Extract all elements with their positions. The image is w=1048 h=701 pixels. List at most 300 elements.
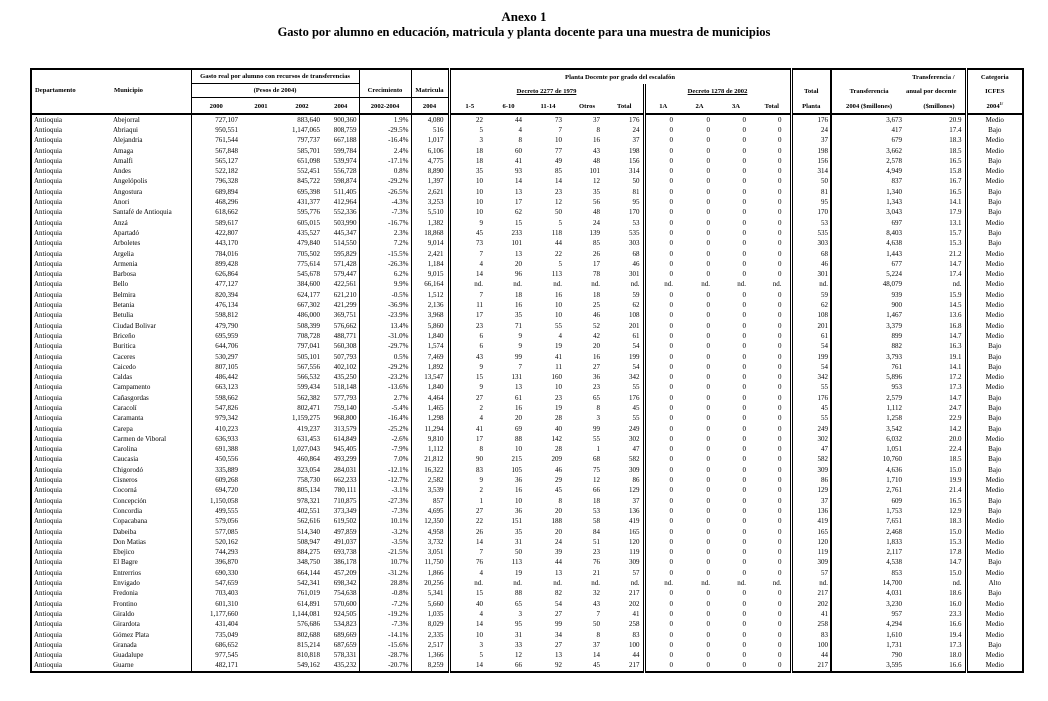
table-cell: 576,662 (333, 321, 357, 330)
table-cell: 1,343 (831, 197, 906, 207)
table-cell: 0 (778, 599, 782, 608)
table-cell: 23 (555, 393, 563, 402)
table-cell: 9 (449, 362, 489, 372)
table-cell: Arboletes (113, 239, 141, 248)
table-cell: 43 (593, 599, 601, 608)
spacer-total-planta (791, 69, 831, 84)
table-cell: 0 (706, 640, 711, 649)
table-cell: 120 (629, 537, 640, 546)
table-cell: 664,144 (297, 568, 320, 577)
table-cell: 36 (593, 373, 601, 382)
table-cell: 618,662 (191, 207, 241, 217)
table-cell: 0 (706, 249, 711, 258)
table-cell: 0 (742, 465, 747, 474)
table-cell: Antioquia (34, 249, 62, 258)
table-cell: 40 (449, 599, 489, 609)
table-cell: 7 (449, 547, 489, 557)
table-cell: 0 (644, 362, 681, 372)
table-cell: 101 (589, 167, 601, 176)
table-cell: -12.7% (359, 475, 411, 485)
table-cell: 0 (778, 270, 782, 279)
table-cell: 217 (629, 661, 640, 670)
table-cell: 12 (515, 651, 523, 660)
table-cell: Antioquia (34, 404, 62, 412)
table-cell: El Bagre (113, 558, 138, 567)
table-cell: 0 (644, 506, 681, 516)
table-cell: 0 (644, 197, 681, 207)
table-cell: 1,840 (411, 331, 449, 341)
table-cell: 924,505 (333, 609, 357, 618)
group-header-decreto-2277 (449, 84, 644, 98)
table-cell: 19 (555, 342, 563, 351)
table-cell: 233 (511, 228, 523, 237)
table-cell: 598,812 (191, 310, 241, 320)
table-cell: 18.5 (949, 146, 962, 155)
table-row (31, 341, 1023, 351)
table-cell: 0 (706, 548, 711, 557)
table-cell: 1,051 (831, 444, 906, 454)
table-cell: 198 (791, 146, 831, 156)
table-cell: -4.3% (359, 197, 411, 207)
table-cell: 0 (778, 352, 782, 361)
table-cell: Antioquia (34, 640, 62, 649)
table-cell: nd. (449, 279, 489, 289)
table-cell: Antioquia (34, 445, 62, 454)
table-cell: 585,701 (297, 146, 320, 155)
table-cell (241, 496, 281, 506)
table-cell: 41 (515, 156, 523, 165)
table-cell: 10 (449, 630, 489, 640)
table-cell: 53 (632, 218, 640, 227)
table-cell: 0 (706, 465, 711, 474)
table-cell: 505,101 (297, 352, 320, 361)
table-cell: 476,134 (191, 300, 241, 310)
table-cell: 0 (742, 125, 747, 134)
table-cell: Medio (966, 279, 1023, 289)
table-cell: 309 (629, 465, 640, 474)
table-cell (241, 218, 281, 228)
table-cell: 24 (632, 125, 640, 134)
table-row (31, 527, 1023, 537)
table-cell: 0 (644, 496, 681, 506)
table-cell (241, 114, 281, 125)
table-cell: 0 (644, 269, 681, 279)
table-cell: 556,728 (333, 167, 357, 176)
table-cell: 0 (742, 445, 747, 454)
table-cell: Barbosa (113, 270, 136, 279)
table-cell: 4,294 (831, 619, 906, 629)
table-cell: 6 (449, 341, 489, 351)
table-cell: 119 (791, 547, 831, 557)
table-cell: 16 (593, 136, 601, 145)
table-cell (241, 485, 281, 495)
table-cell: Andes (113, 167, 131, 176)
table-cell: Carmen de Viboral (113, 434, 167, 443)
table-row (31, 207, 1023, 217)
table-row (31, 321, 1023, 331)
table-cell: 686,652 (191, 640, 241, 650)
table-cell: 0 (706, 218, 711, 227)
table-cell (241, 444, 281, 454)
table-cell: 17 (449, 310, 489, 320)
table-cell: 3,379 (831, 321, 906, 331)
table-cell: 99 (555, 620, 563, 629)
table-cell: 953 (831, 382, 906, 392)
table-cell: 17.9 (949, 208, 962, 217)
table-cell: 15.0 (949, 527, 962, 536)
table-cell: 41 (555, 352, 563, 361)
table-cell: 17.4 (949, 270, 962, 279)
table-cell: 0 (742, 249, 747, 258)
table-cell: 48 (593, 156, 601, 165)
table-cell: 0 (706, 125, 711, 134)
table-cell: 486,000 (297, 311, 320, 320)
table-cell: 61 (791, 331, 831, 341)
table-cell: 0 (778, 373, 782, 382)
table-cell: 4,538 (831, 557, 906, 567)
table-cell: 710,875 (333, 496, 357, 505)
table-cell: 0 (778, 383, 782, 392)
table-cell: 14 (449, 269, 489, 279)
table-cell: 1,366 (411, 650, 449, 660)
table-cell: Bajo (966, 588, 1023, 598)
table-cell: Medio (966, 568, 1023, 578)
table-cell: 17.8 (949, 548, 962, 557)
table-cell: 101 (511, 239, 523, 248)
table-cell: 802,688 (297, 630, 320, 639)
table-cell: 1,017 (411, 135, 449, 145)
table-cell: 0 (778, 198, 782, 207)
table-cell: Frontino (113, 599, 138, 608)
table-cell: -21.5% (359, 547, 411, 557)
table-cell: Antioquia (34, 177, 62, 186)
table-cell: Angostura (113, 187, 143, 196)
table-cell: 61 (632, 331, 640, 340)
table-cell (241, 290, 281, 300)
table-cell: -16.4% (359, 413, 411, 423)
table-cell: 170 (791, 207, 831, 217)
table-cell: Medio (966, 660, 1023, 671)
table-cell: 589,617 (191, 218, 241, 228)
table-cell: 577,085 (191, 527, 241, 537)
table-cell: 165 (791, 527, 831, 537)
table-cell: -16.7% (359, 218, 411, 228)
table-cell: 20 (593, 342, 601, 351)
table-cell: 4,638 (831, 238, 906, 248)
table-cell: Caramanta (113, 414, 144, 423)
table-cell: 4 (558, 331, 563, 340)
table-cell: Ciudad Bolivar (113, 321, 156, 330)
table-cell: 22 (449, 114, 489, 125)
table-cell: 511,405 (334, 187, 357, 196)
table-row (31, 176, 1023, 186)
table-cell: 775,614 (297, 259, 320, 268)
table-cell: 0 (742, 404, 747, 412)
table-cell: 1,833 (831, 537, 906, 547)
table-cell: -29.5% (359, 125, 411, 135)
table-cell: 53 (791, 218, 831, 228)
table-cell: Ebejico (113, 548, 135, 557)
table-cell: Antioquia (34, 218, 62, 227)
col-header-matricula: Matricula (411, 84, 449, 98)
table-cell: 3,230 (831, 599, 906, 609)
table-cell: Caceres (113, 352, 136, 361)
table-cell: 1,753 (831, 506, 906, 516)
col-header-1-5: 1-5 (449, 98, 489, 114)
table-cell: 20 (555, 506, 563, 515)
table-cell: 845,722 (297, 177, 320, 186)
table-cell: 15.0 (949, 465, 962, 474)
table-cell: 0 (778, 517, 782, 526)
table-cell: 45 (791, 403, 831, 413)
table-cell: 479,790 (191, 321, 241, 331)
table-cell: 0 (742, 146, 747, 155)
table-cell: 0 (706, 270, 711, 279)
table-cell: 0 (778, 290, 782, 299)
table-cell: 65 (593, 393, 601, 402)
categoria-footnote-marker: 1/ (999, 100, 1004, 106)
table-row (31, 290, 1023, 300)
table-cell: 482,171 (191, 660, 241, 671)
table-cell: 601,310 (191, 599, 241, 609)
table-cell: 303 (629, 239, 640, 248)
table-cell: -23.9% (359, 310, 411, 320)
table-cell: Antioquia (34, 558, 62, 567)
table-cell: nd. (553, 579, 563, 588)
table-cell: Antioquia (34, 465, 62, 474)
table-cell: 0 (644, 238, 681, 248)
table-cell: Bajo (966, 506, 1023, 516)
table-cell: 582 (791, 454, 831, 464)
table-cell: 545,678 (297, 270, 320, 279)
table-cell: 567,556 (297, 362, 320, 371)
table-cell: Antioquia (34, 321, 62, 330)
table-cell: 335,889 (191, 465, 241, 475)
table-cell: 1,144,081 (292, 609, 320, 618)
table-cell: 66 (515, 661, 523, 670)
table-cell: 0 (778, 331, 782, 340)
table-cell: Medio (966, 218, 1023, 228)
table-cell: 450,556 (191, 454, 241, 464)
table-cell: 636,933 (191, 434, 241, 444)
table-cell: 9 (449, 475, 489, 485)
table-cell: 20 (515, 259, 523, 268)
table-cell: 40 (555, 424, 563, 433)
table-cell: 73 (555, 115, 563, 124)
table-cell: 516 (411, 125, 449, 135)
table-cell: 54 (632, 362, 640, 371)
table-cell: 939 (831, 290, 906, 300)
table-cell: 369,751 (333, 311, 357, 320)
table-cell (241, 372, 281, 382)
table-cell: 0 (706, 167, 711, 176)
table-cell: 7.0% (359, 454, 411, 464)
table-cell: 50 (515, 548, 523, 557)
table-cell: 0 (778, 486, 782, 495)
table-cell: 0 (778, 125, 782, 134)
table-cell: 0 (644, 588, 681, 598)
table-cell: Medio (966, 485, 1023, 495)
table-cell: 0 (644, 331, 681, 341)
table-cell: 1,340 (831, 187, 906, 197)
table-cell: 758,730 (297, 476, 320, 485)
table-cell: 493,299 (333, 455, 357, 464)
col-header-transferencia-2: 2004 ($millones) (831, 98, 906, 114)
table-cell: 2,117 (831, 547, 906, 557)
table-cell: 100 (791, 640, 831, 650)
table-cell: 54 (632, 342, 640, 351)
table-cell (241, 166, 281, 176)
table-cell: 0 (644, 475, 681, 485)
table-cell: Antioquia (34, 198, 62, 207)
table-cell: 619,502 (333, 517, 357, 526)
table-cell: 8 (449, 444, 489, 454)
table-cell (241, 434, 281, 444)
table-cell: 19.9 (949, 476, 962, 485)
table-cell: 73 (449, 238, 489, 248)
table-cell: 2,582 (411, 475, 449, 485)
table-cell: 0 (742, 630, 747, 639)
table-cell: 694,720 (191, 485, 241, 495)
table-cell: 15.8 (949, 167, 962, 176)
table-cell: 0 (778, 651, 782, 660)
table-cell: 57 (791, 568, 831, 578)
spacer-matricula (411, 69, 449, 84)
table-cell: 0 (778, 465, 782, 474)
table-cell: 679 (831, 135, 906, 145)
table-cell: 14 (555, 177, 563, 186)
col-header-1a: 1A (644, 98, 681, 114)
table-cell: -7.3% (359, 506, 411, 516)
table-cell: 0 (706, 651, 711, 660)
table-cell: 979,342 (191, 413, 241, 423)
table-cell: 0 (778, 146, 782, 155)
table-cell: 36 (515, 476, 523, 485)
table-cell: 567,848 (191, 146, 241, 156)
table-cell (241, 650, 281, 660)
table-row (31, 547, 1023, 557)
table-cell: 1,892 (411, 362, 449, 372)
table-cell: -36.9% (359, 300, 411, 310)
table-cell: 0 (644, 599, 681, 609)
decreto-1278-label: Decreto 1278 de 2002 (687, 87, 748, 95)
table-cell: 6,106 (411, 146, 449, 156)
table-row (31, 660, 1023, 671)
table-cell: 884,275 (297, 548, 320, 557)
table-row (31, 619, 1023, 629)
table-cell: 0 (644, 114, 681, 125)
table-cell: 46 (555, 465, 563, 474)
table-cell (241, 516, 281, 526)
table-cell: 0 (742, 208, 747, 217)
table-cell: 0 (706, 445, 711, 454)
table-cell: 605,015 (297, 218, 320, 227)
table-cell: 477,127 (191, 279, 241, 289)
table-cell: 0 (742, 290, 747, 299)
table-cell: 10,760 (831, 454, 906, 464)
col-header-transf-docente-3: ($millones) (906, 98, 966, 114)
table-cell: 0 (742, 609, 747, 618)
table-row (31, 496, 1023, 506)
table-cell: 4 (449, 609, 489, 619)
table-cell: 4,949 (831, 166, 906, 176)
table-cell (241, 537, 281, 547)
table-cell: 12.9 (949, 506, 962, 515)
table-cell: Antioquia (34, 651, 62, 660)
col-header-total-planta-2: Planta (791, 98, 831, 114)
table-cell: 1,112 (411, 444, 449, 454)
table-cell (241, 382, 281, 392)
table-cell: 348,750 (297, 558, 320, 567)
table-cell: 0 (742, 424, 747, 433)
table-cell: 0 (778, 496, 782, 505)
table-cell: 160 (551, 373, 563, 382)
table-cell: 3,051 (411, 547, 449, 557)
table-cell: 342 (791, 372, 831, 382)
table-cell: 44 (791, 650, 831, 660)
table-cell: 0 (644, 640, 681, 650)
table-cell: 0 (778, 661, 782, 670)
table-cell: 16.5 (949, 496, 962, 505)
table-cell: nd. (591, 579, 601, 588)
table-cell: 0 (644, 444, 681, 454)
table-cell: 422,561 (333, 280, 357, 289)
table-cell: 667,188 (333, 136, 357, 145)
table-cell: 598,874 (333, 177, 357, 186)
table-row (31, 444, 1023, 454)
table-cell: 0 (644, 135, 681, 145)
table-cell: 900 (831, 300, 906, 310)
table-cell: 11,750 (411, 557, 449, 567)
table-cell: 727,107 (191, 114, 241, 125)
table-cell: 45 (555, 486, 563, 495)
table-cell: Chigorodó (113, 465, 143, 474)
table-cell: 32 (593, 589, 601, 598)
table-cell: Guarne (113, 661, 134, 670)
table-cell: 55 (555, 321, 563, 330)
table-cell: 0.8% (359, 166, 411, 176)
table-cell: 139 (589, 228, 601, 237)
table-cell: 3 (449, 135, 489, 145)
table-cell: 86 (791, 475, 831, 485)
table-cell: -15.5% (359, 249, 411, 259)
table-cell: 4,775 (411, 156, 449, 166)
table-cell: 0 (644, 207, 681, 217)
table-cell: -16.4% (359, 135, 411, 145)
table-cell (241, 197, 281, 207)
table-cell: 56 (593, 198, 601, 207)
table-cell: 410,223 (191, 424, 241, 434)
table-cell: Antioquia (34, 517, 62, 526)
col-header-2001: 2001 (241, 98, 281, 114)
table-cell: 83 (791, 630, 831, 640)
table-cell: 5,224 (831, 269, 906, 279)
table-cell: 59 (791, 290, 831, 300)
table-cell: nd. (630, 579, 640, 588)
table-cell: 0 (706, 115, 711, 124)
table-cell: 15.3 (949, 537, 962, 546)
table-cell: 8,029 (411, 619, 449, 629)
table-cell: 10 (555, 311, 563, 320)
table-cell: 0 (778, 218, 782, 227)
col-header-departamento: Departamento (31, 69, 111, 114)
table-cell: 62 (632, 301, 640, 310)
table-cell: 37 (791, 135, 831, 145)
table-cell: nd. (701, 579, 711, 588)
table-cell (241, 249, 281, 259)
table-cell: 108 (629, 311, 640, 320)
table-cell: 50 (593, 620, 601, 629)
